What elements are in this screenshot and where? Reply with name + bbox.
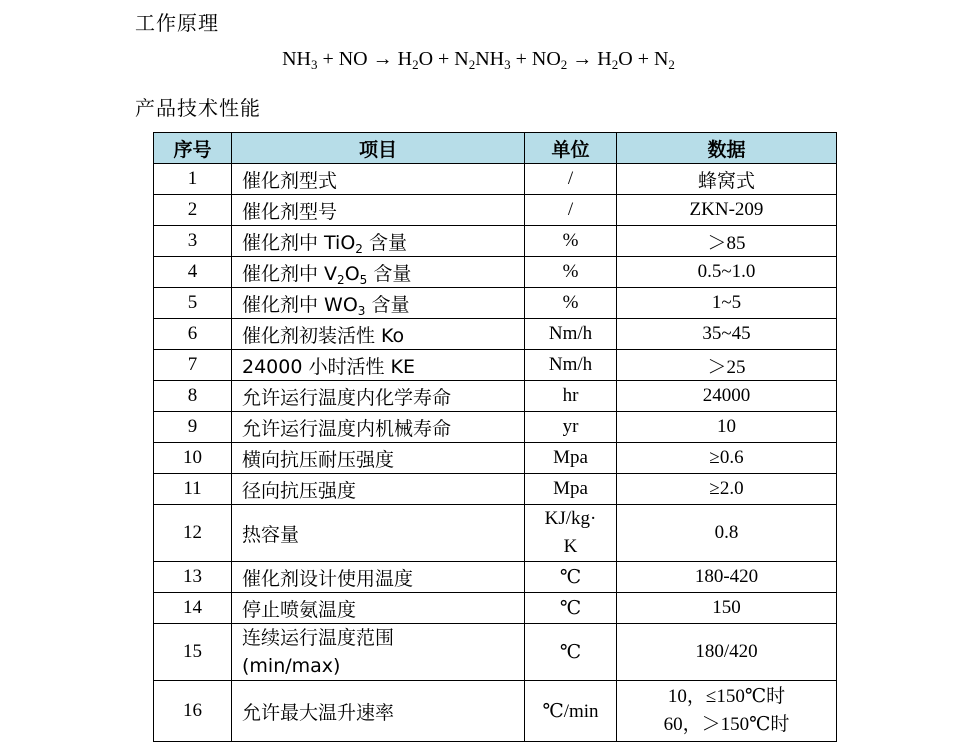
row-value: 蜂窝式 [617, 164, 837, 195]
row-unit: % [525, 226, 617, 257]
row-value: ZKN-209 [617, 195, 837, 226]
row-number: 11 [154, 474, 232, 505]
table-row [154, 412, 837, 443]
row-value: 24000 [617, 381, 837, 412]
row-item: 停止喷氨温度 [232, 593, 525, 624]
row-number: 2 [154, 195, 232, 226]
row-value: ≥0.6 [617, 443, 837, 474]
row-number: 10 [154, 443, 232, 474]
row-value: 180/420 [617, 624, 837, 681]
table-row [154, 164, 837, 195]
row-value: 0.8 [617, 505, 837, 562]
table-row [154, 624, 837, 681]
row-unit: ℃ [525, 593, 617, 624]
row-number: 15 [154, 624, 232, 681]
row-number: 9 [154, 412, 232, 443]
row-item: 允许运行温度内机械寿命 [232, 412, 525, 443]
table-row [154, 288, 837, 319]
table-row [154, 505, 837, 562]
row-item: 催化剂中 TiO$_2$ 含量 [232, 226, 525, 257]
row-item: 催化剂中 $V_2O_5$ 含量 [232, 257, 525, 288]
table-row [154, 562, 837, 593]
table-row [154, 681, 837, 742]
row-unit: / [525, 164, 617, 195]
table-row [154, 257, 837, 288]
row-value: 180-420 [617, 562, 837, 593]
section-heading-performance: 产品技术性能 [135, 96, 261, 120]
performance-table [153, 132, 837, 742]
row-item: 径向抗压强度 [232, 474, 525, 505]
row-number: 7 [154, 350, 232, 381]
table-row [154, 226, 837, 257]
row-unit: Nm/h [525, 350, 617, 381]
row-unit: Mpa [525, 443, 617, 474]
row-item: 允许运行温度内化学寿命 [232, 381, 525, 412]
row-unit: yr [525, 412, 617, 443]
row-unit: Mpa [525, 474, 617, 505]
table-row [154, 474, 837, 505]
row-number: 14 [154, 593, 232, 624]
row-item: 横向抗压耐压强度 [232, 443, 525, 474]
row-item: 催化剂型式 [232, 164, 525, 195]
row-value: 10 [617, 412, 837, 443]
header-item: 项目 [232, 133, 525, 164]
row-item: 催化剂型号 [232, 195, 525, 226]
header-number: 序号 [154, 133, 232, 164]
row-number: 6 [154, 319, 232, 350]
header-value: 数据 [617, 133, 837, 164]
row-unit: Nm/h [525, 319, 617, 350]
row-item: 催化剂初装活性 Ko [232, 319, 525, 350]
row-value: ＞85 [617, 226, 837, 257]
row-value: 10，≤150℃时 60，＞150℃时 [617, 681, 837, 742]
row-value: ＞25 [617, 350, 837, 381]
table-row [154, 195, 837, 226]
row-item: 催化剂设计使用温度 [232, 562, 525, 593]
section-heading-principle: 工作原理 [135, 11, 219, 35]
row-unit: / [525, 195, 617, 226]
row-number: 1 [154, 164, 232, 195]
row-item: 连续运行温度范围 (min/max) [232, 624, 525, 681]
row-unit: ℃/min [525, 681, 617, 742]
table-row [154, 593, 837, 624]
row-item: 允许最大温升速率 [232, 681, 525, 742]
row-unit: % [525, 288, 617, 319]
row-unit: ℃ [525, 562, 617, 593]
row-unit: ℃ [525, 624, 617, 681]
table-row [154, 319, 837, 350]
row-value: 35~45 [617, 319, 837, 350]
row-value: 0.5~1.0 [617, 257, 837, 288]
row-value: ≥2.0 [617, 474, 837, 505]
header-unit: 单位 [525, 133, 617, 164]
row-number: 5 [154, 288, 232, 319]
row-number: 8 [154, 381, 232, 412]
row-number: 12 [154, 505, 232, 562]
row-number: 3 [154, 226, 232, 257]
table-row [154, 381, 837, 412]
row-number: 4 [154, 257, 232, 288]
row-item: 24000 小时活性 KE [232, 350, 525, 381]
row-value: 150 [617, 593, 837, 624]
row-item: 催化剂中 $WO_3$ 含量 [232, 288, 525, 319]
row-unit: % [525, 257, 617, 288]
row-value: 1~5 [617, 288, 837, 319]
table-header-row [154, 133, 837, 164]
row-number: 16 [154, 681, 232, 742]
row-unit: hr [525, 381, 617, 412]
reaction-equation: $NH_3$ + NO → $H_2O + N_2NH_3 + NO_2 \to H_2O + N_2$ [282, 48, 675, 72]
table-row [154, 350, 837, 381]
row-number: 13 [154, 562, 232, 593]
table-row [154, 443, 837, 474]
row-item: 热容量 [232, 505, 525, 562]
row-unit: KJ/kg· K [525, 505, 617, 562]
